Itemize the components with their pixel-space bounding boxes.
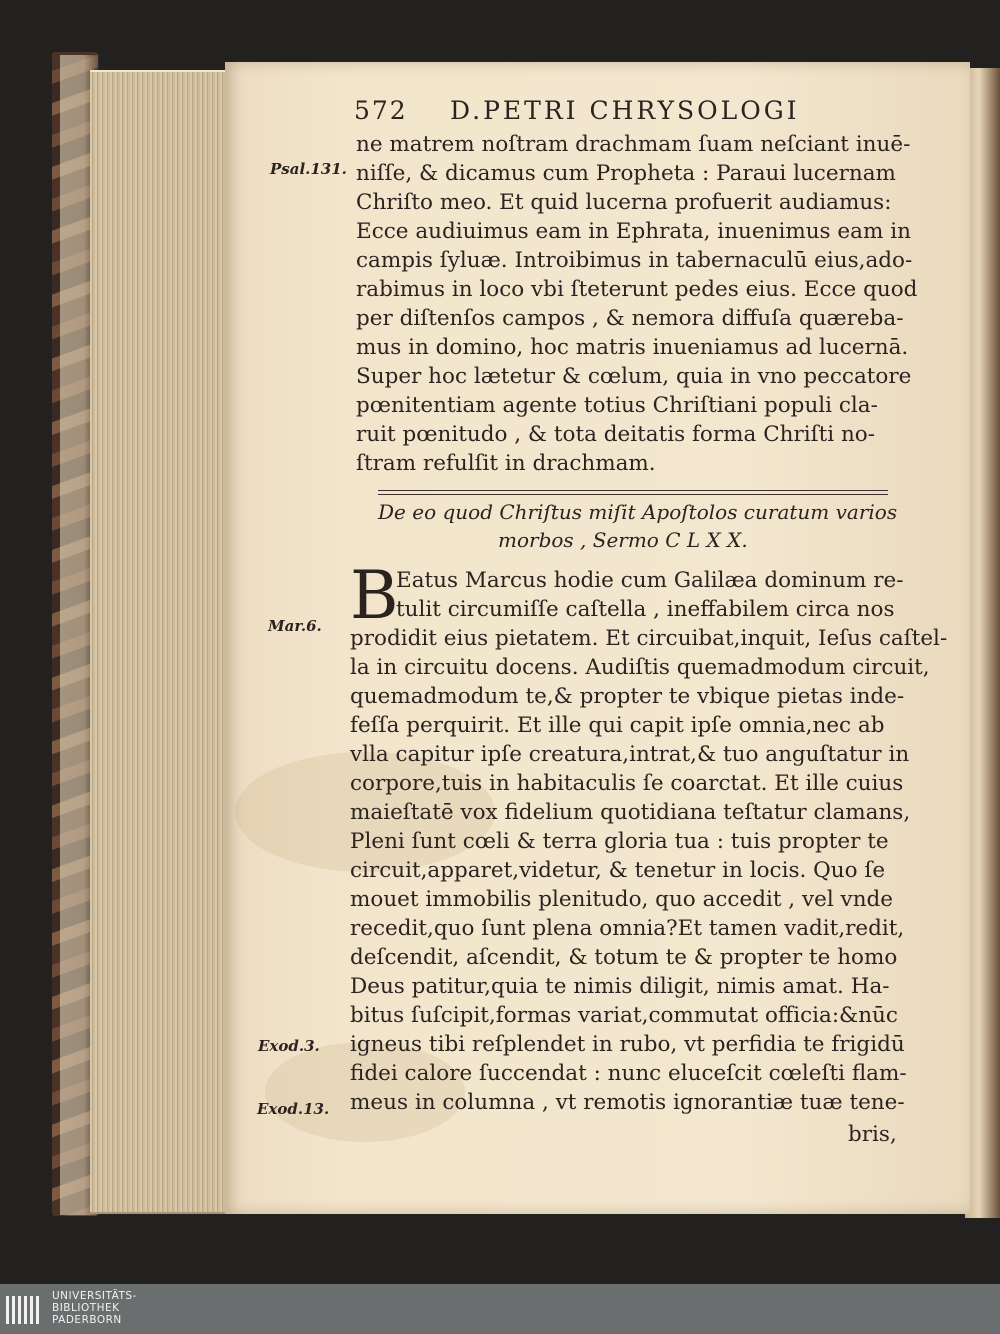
text-line: Chriſto meo. Et quid lucerna profuerit audiamus: (356, 190, 892, 215)
text-line: prodidit eius pietatem. Et circuibat,inquit, Ieſus caſtel- (350, 626, 948, 651)
library-footer (0, 1284, 1000, 1334)
text-line: ſtram refulſit in drachmam. (356, 451, 656, 476)
text-line: campis ſyluæ. Introibimus in tabernaculū eius,ado- (356, 248, 913, 273)
text-line: pœnitentiam agente totius Chriſtiani populi cla- (356, 393, 878, 418)
text-line: ruit pœnitudo , & tota deitatis forma Chriſti no- (356, 422, 876, 447)
text-line: bitus ſuſcipit,formas variat,commutat officia:&nūc (350, 1003, 898, 1028)
text-line: Pleni ſunt cœli & terra gloria tua : tuis propter te (350, 829, 889, 854)
section-rule (378, 490, 888, 491)
text-line: per diſtenſos campos , & nemora diffuſa quærеba- (356, 306, 904, 331)
text-line: mouet immobilis plenitudo, quo accedit , vel vnde (350, 887, 894, 912)
text-line: fidei calore ſuccendat : nunc eluceſcit cœleſti flam- (350, 1061, 907, 1086)
margin-note-exodus-3: Exod.3. (258, 1037, 320, 1055)
text-line: mus in domino, hoc matris inueniamus ad lucernā. (356, 335, 909, 360)
text-line: Eatus Marcus hodie cum Galilæa dominum re- (396, 568, 904, 593)
text-line: quemadmodum te,& propter te vbique pietas inde- (350, 684, 905, 709)
page-edges (90, 70, 230, 1214)
text-line: tulit circumiſſe caſtella , ineffabilem circa nos (396, 597, 895, 622)
text-line: meus in columna , vt remotis ignorantiæ tuæ tene- (350, 1090, 905, 1115)
margin-note-mark: Mar.6. (268, 617, 322, 635)
text-line: maieſtatē vox fidelium quotidiana teſtatur clamans, (350, 800, 911, 825)
sermon-title-line-2: morbos , Sermo C L X X. (498, 528, 748, 552)
text-line: Ecce audiuimus eam in Ephrata, inuenimus eam in (356, 219, 911, 244)
text-line: feſſa perquirit. Et ille qui capit ipſe omnia,nec ab (350, 713, 885, 738)
text-line: Deus patitur,quia te nimis diligit, nimis amat. Ha- (350, 974, 890, 999)
margin-note-exodus-13: Exod.13. (257, 1100, 330, 1118)
page-number: 572 (354, 96, 408, 125)
catchword: bris, (848, 1122, 897, 1147)
running-title: D.PETRI CHRYSOLOGI (450, 96, 800, 125)
drop-cap: B (350, 557, 399, 634)
text-line: recedit,quo ſunt plena omnia?Et tamen vadit,redit, (350, 916, 905, 941)
section-rule (378, 494, 888, 495)
text-line: ne matrem noſtram drachmam ſuam neſciant inuē- (356, 132, 911, 157)
library-name-line-2: BIBLIOTHEK (52, 1302, 120, 1314)
text-line: niſſe, & dicamus cum Propheta : Paraui lucernam (356, 161, 896, 186)
text-line: la in circuitu docens. Audiſtis quemadmodum circuit, (350, 655, 930, 680)
text-line: rabimus in loco vbi ſteterunt pedes eius. Ecce quod (356, 277, 918, 302)
library-name-line-3: PADERBORN (52, 1314, 122, 1326)
text-line: Super hoc lætetur & cœlum, quia in vno peccatore (356, 364, 912, 389)
facing-page-edge (965, 68, 1000, 1218)
sermon-title-line-1: De eo quod Chriſtus miſit Apoſtolos curatum varios (378, 500, 898, 524)
margin-note-psalm: Psal.131. (270, 160, 347, 178)
text-line: igneus tibi reſplendet in rubo, vt perfidia te frigidū (350, 1032, 905, 1057)
library-name-line-1: UNIVERSITÄTS- (52, 1290, 137, 1302)
text-line: vlla capitur ipſe creatura,intrat,& tuo anguſtatur in (350, 742, 910, 767)
library-logo-icon (6, 1292, 42, 1328)
text-line: circuit,apparet,videtur, & tenetur in locis. Quo ſe (350, 858, 886, 883)
text-line: deſcendit, aſcendit, & totum te & propter te homo (350, 945, 898, 970)
text-line: corpore,tuis in habitaculis ſe coarctat. Et ille cuius (350, 771, 904, 796)
